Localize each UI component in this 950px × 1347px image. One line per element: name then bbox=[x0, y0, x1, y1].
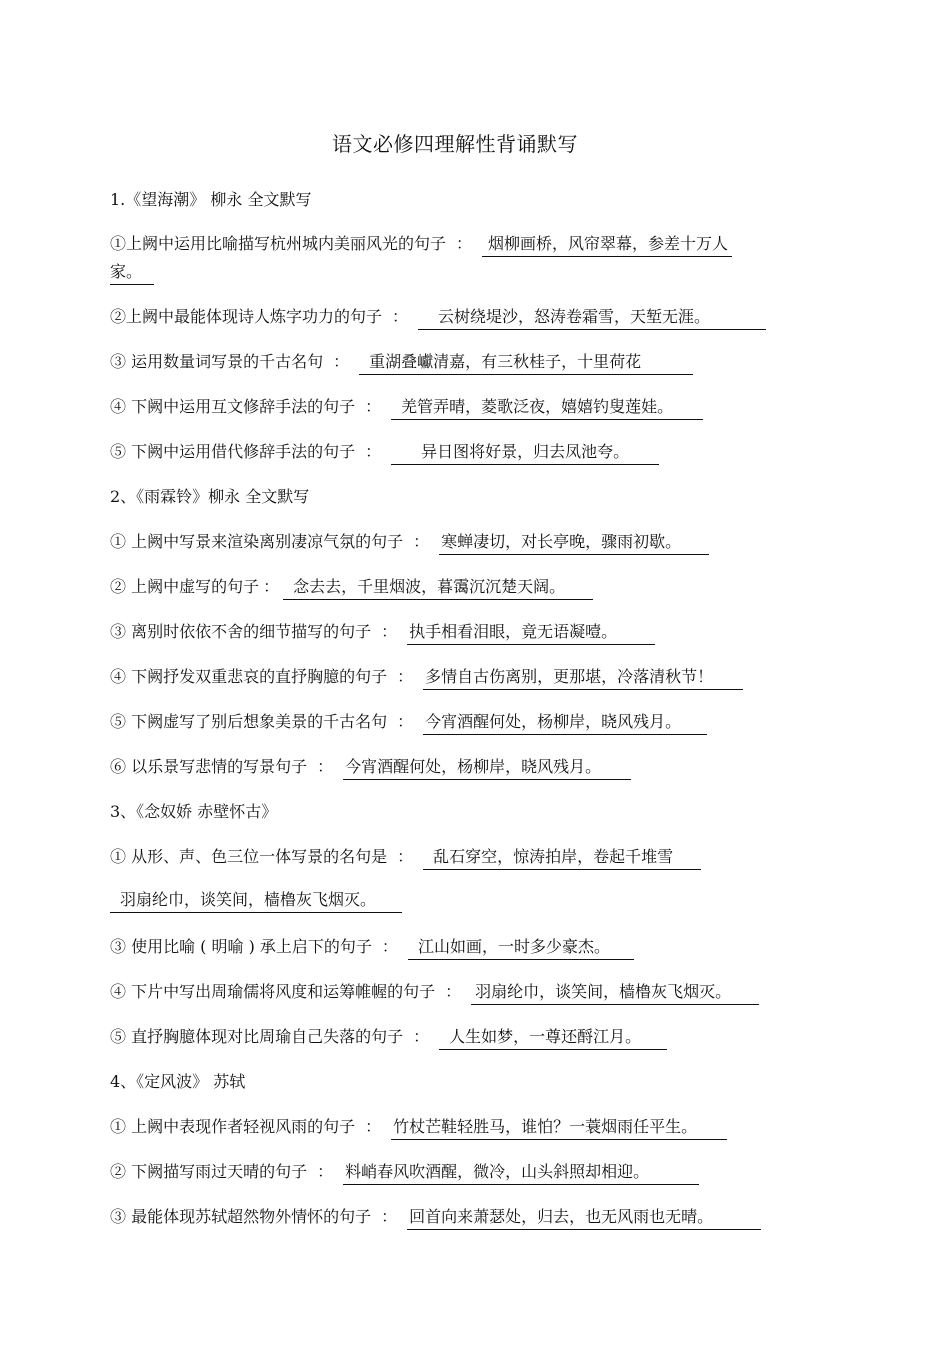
question-1-1-continued bbox=[110, 260, 840, 285]
colon: ： bbox=[381, 937, 398, 956]
question-text: ⑤ 直抒胸臆体现对比周瑜自己失落的句子 bbox=[110, 1027, 404, 1046]
colon: ： bbox=[381, 1207, 398, 1226]
answer-blank: 羌管弄晴，菱歌泛夜，嬉嬉钓叟莲娃。 bbox=[391, 396, 703, 420]
question-3-5 bbox=[110, 1025, 840, 1050]
question-text: ① 上阙中表现作者轻视风雨的句子 bbox=[110, 1117, 356, 1136]
question-text: ② 下阙描写雨过天晴的句子 bbox=[110, 1162, 308, 1181]
question-1-3 bbox=[110, 350, 840, 375]
question-2-4 bbox=[110, 665, 840, 690]
question-text: ②上阙中最能体现诗人炼字功力的句子 bbox=[110, 307, 383, 326]
colon: ： bbox=[365, 397, 382, 416]
question-4-3 bbox=[110, 1205, 840, 1230]
colon: ： bbox=[392, 307, 409, 326]
answer-blank: 异日图将好景，归去凤池夸。 bbox=[391, 441, 659, 465]
question-text: ② 上阙中虚写的句子 bbox=[110, 577, 260, 596]
section-heading-4: 4、《定风波》 苏轼 bbox=[110, 1072, 246, 1091]
section-heading-1: 1.《望海潮》 柳永 全文默写 bbox=[110, 190, 312, 209]
answer-blank: 羽扇纶巾，谈笑间，樯橹灰飞烟灭。 bbox=[471, 981, 759, 1005]
answer-blank: 家。 bbox=[110, 261, 154, 285]
colon: ： bbox=[397, 712, 414, 731]
question-text: ① 上阙中写景来渲染离别凄凉气氛的句子 bbox=[110, 532, 404, 551]
colon: ： bbox=[381, 622, 398, 641]
colon: ： bbox=[317, 1162, 334, 1181]
colon: ： bbox=[413, 1027, 430, 1046]
colon: ： bbox=[445, 982, 462, 1001]
answer-blank: 料峭春风吹酒醒，微冷，山头斜照却相迎。 bbox=[343, 1161, 699, 1185]
answer-blank: 人生如梦，一尊还酹江月。 bbox=[439, 1026, 667, 1050]
question-4-1 bbox=[110, 1115, 840, 1140]
question-text: ③ 最能体现苏轼超然物外情怀的句子 bbox=[110, 1207, 372, 1226]
question-3-4 bbox=[110, 980, 840, 1005]
colon: ： bbox=[397, 847, 414, 866]
answer-blank: 今宵酒醒何处，杨柳岸，晓风残月。 bbox=[423, 711, 707, 735]
colon: ： bbox=[317, 757, 334, 776]
question-1-2 bbox=[110, 305, 840, 330]
answer-blank: 执手相看泪眼，竟无语凝噎。 bbox=[407, 621, 655, 645]
question-text: ⑤ 下阙中运用借代修辞手法的句子 bbox=[110, 442, 356, 461]
question-text: ③ 使用比喻 ( 明喻 ) 承上启下的句子 bbox=[110, 937, 372, 956]
answer-blank: 回首向来萧瑟处，归去，也无风雨也无晴。 bbox=[407, 1206, 761, 1230]
question-text: ④ 下片中写出周瑜儒将风度和运筹帷幄的句子 bbox=[110, 982, 436, 1001]
colon: ： bbox=[397, 667, 414, 686]
section-heading-2: 2、《雨霖铃》柳永 全文默写 bbox=[110, 487, 310, 506]
colon: ： bbox=[413, 532, 430, 551]
question-text: ⑤ 下阙虚写了别后想象美景的千古名句 bbox=[110, 712, 388, 731]
colon: ： bbox=[263, 577, 280, 596]
question-1-4 bbox=[110, 395, 840, 420]
answer-blank: 多情自古伤离别，更那堪，冷落清秋节！ bbox=[423, 666, 743, 690]
colon: ： bbox=[456, 234, 473, 253]
answer-blank: 念去去，千里烟波，暮霭沉沉楚天阔。 bbox=[283, 576, 593, 600]
answer-blank: 今宵酒醒何处，杨柳岸，晓风残月。 bbox=[343, 756, 631, 780]
answer-blank: 羽扇纶巾，谈笑间，樯橹灰飞烟灭。 bbox=[110, 889, 402, 913]
page-title: 语文必修四理解性背诵默写 bbox=[332, 132, 578, 156]
colon: ： bbox=[365, 442, 382, 461]
colon: ： bbox=[333, 352, 350, 371]
question-text: ①上阙中运用比喻描写杭州城内美丽风光的句子 bbox=[110, 234, 447, 253]
question-text: ④ 下阙抒发双重悲哀的直抒胸臆的句子 bbox=[110, 667, 388, 686]
question-2-6 bbox=[110, 755, 840, 780]
question-2-3 bbox=[110, 620, 840, 645]
answer-blank: 烟柳画桥，风帘翠幕，参差十万人 bbox=[482, 233, 732, 257]
question-text: ⑥ 以乐景写悲情的写景句子 bbox=[110, 757, 308, 776]
question-text: ③ 离别时依依不舍的细节描写的句子 bbox=[110, 622, 372, 641]
question-2-2 bbox=[110, 575, 840, 600]
question-3-3 bbox=[110, 935, 840, 960]
question-2-1 bbox=[110, 530, 840, 555]
question-1-5 bbox=[110, 440, 840, 465]
answer-blank: 乱石穿空，惊涛拍岸，卷起千堆雪 bbox=[423, 846, 701, 870]
answer-blank: 云树绕堤沙，怒涛卷霜雪，天堑无涯。 bbox=[418, 306, 766, 330]
question-text: ③ 运用数量词写景的千古名句 bbox=[110, 352, 324, 371]
answer-blank: 江山如画，一时多少豪杰。 bbox=[408, 936, 634, 960]
answer-blank: 寒蝉凄切，对长亭晚，骤雨初歇。 bbox=[439, 531, 709, 555]
question-3-1 bbox=[110, 845, 840, 870]
section-heading-3: 3、《念奴娇 赤壁怀古》 bbox=[110, 802, 278, 821]
question-4-2 bbox=[110, 1160, 840, 1185]
answer-blank: 竹杖芒鞋轻胜马，谁怕？一蓑烟雨任平生。 bbox=[391, 1116, 727, 1140]
colon: ： bbox=[365, 1117, 382, 1136]
question-3-1-continued bbox=[110, 888, 840, 913]
question-text: ① 从形、声、色三位一体写景的名句是 bbox=[110, 847, 388, 866]
question-2-5 bbox=[110, 710, 840, 735]
answer-blank: 重湖叠巘清嘉，有三秋桂子，十里荷花 bbox=[359, 351, 693, 375]
question-text: ④ 下阙中运用互文修辞手法的句子 bbox=[110, 397, 356, 416]
question-1-1 bbox=[110, 232, 840, 257]
